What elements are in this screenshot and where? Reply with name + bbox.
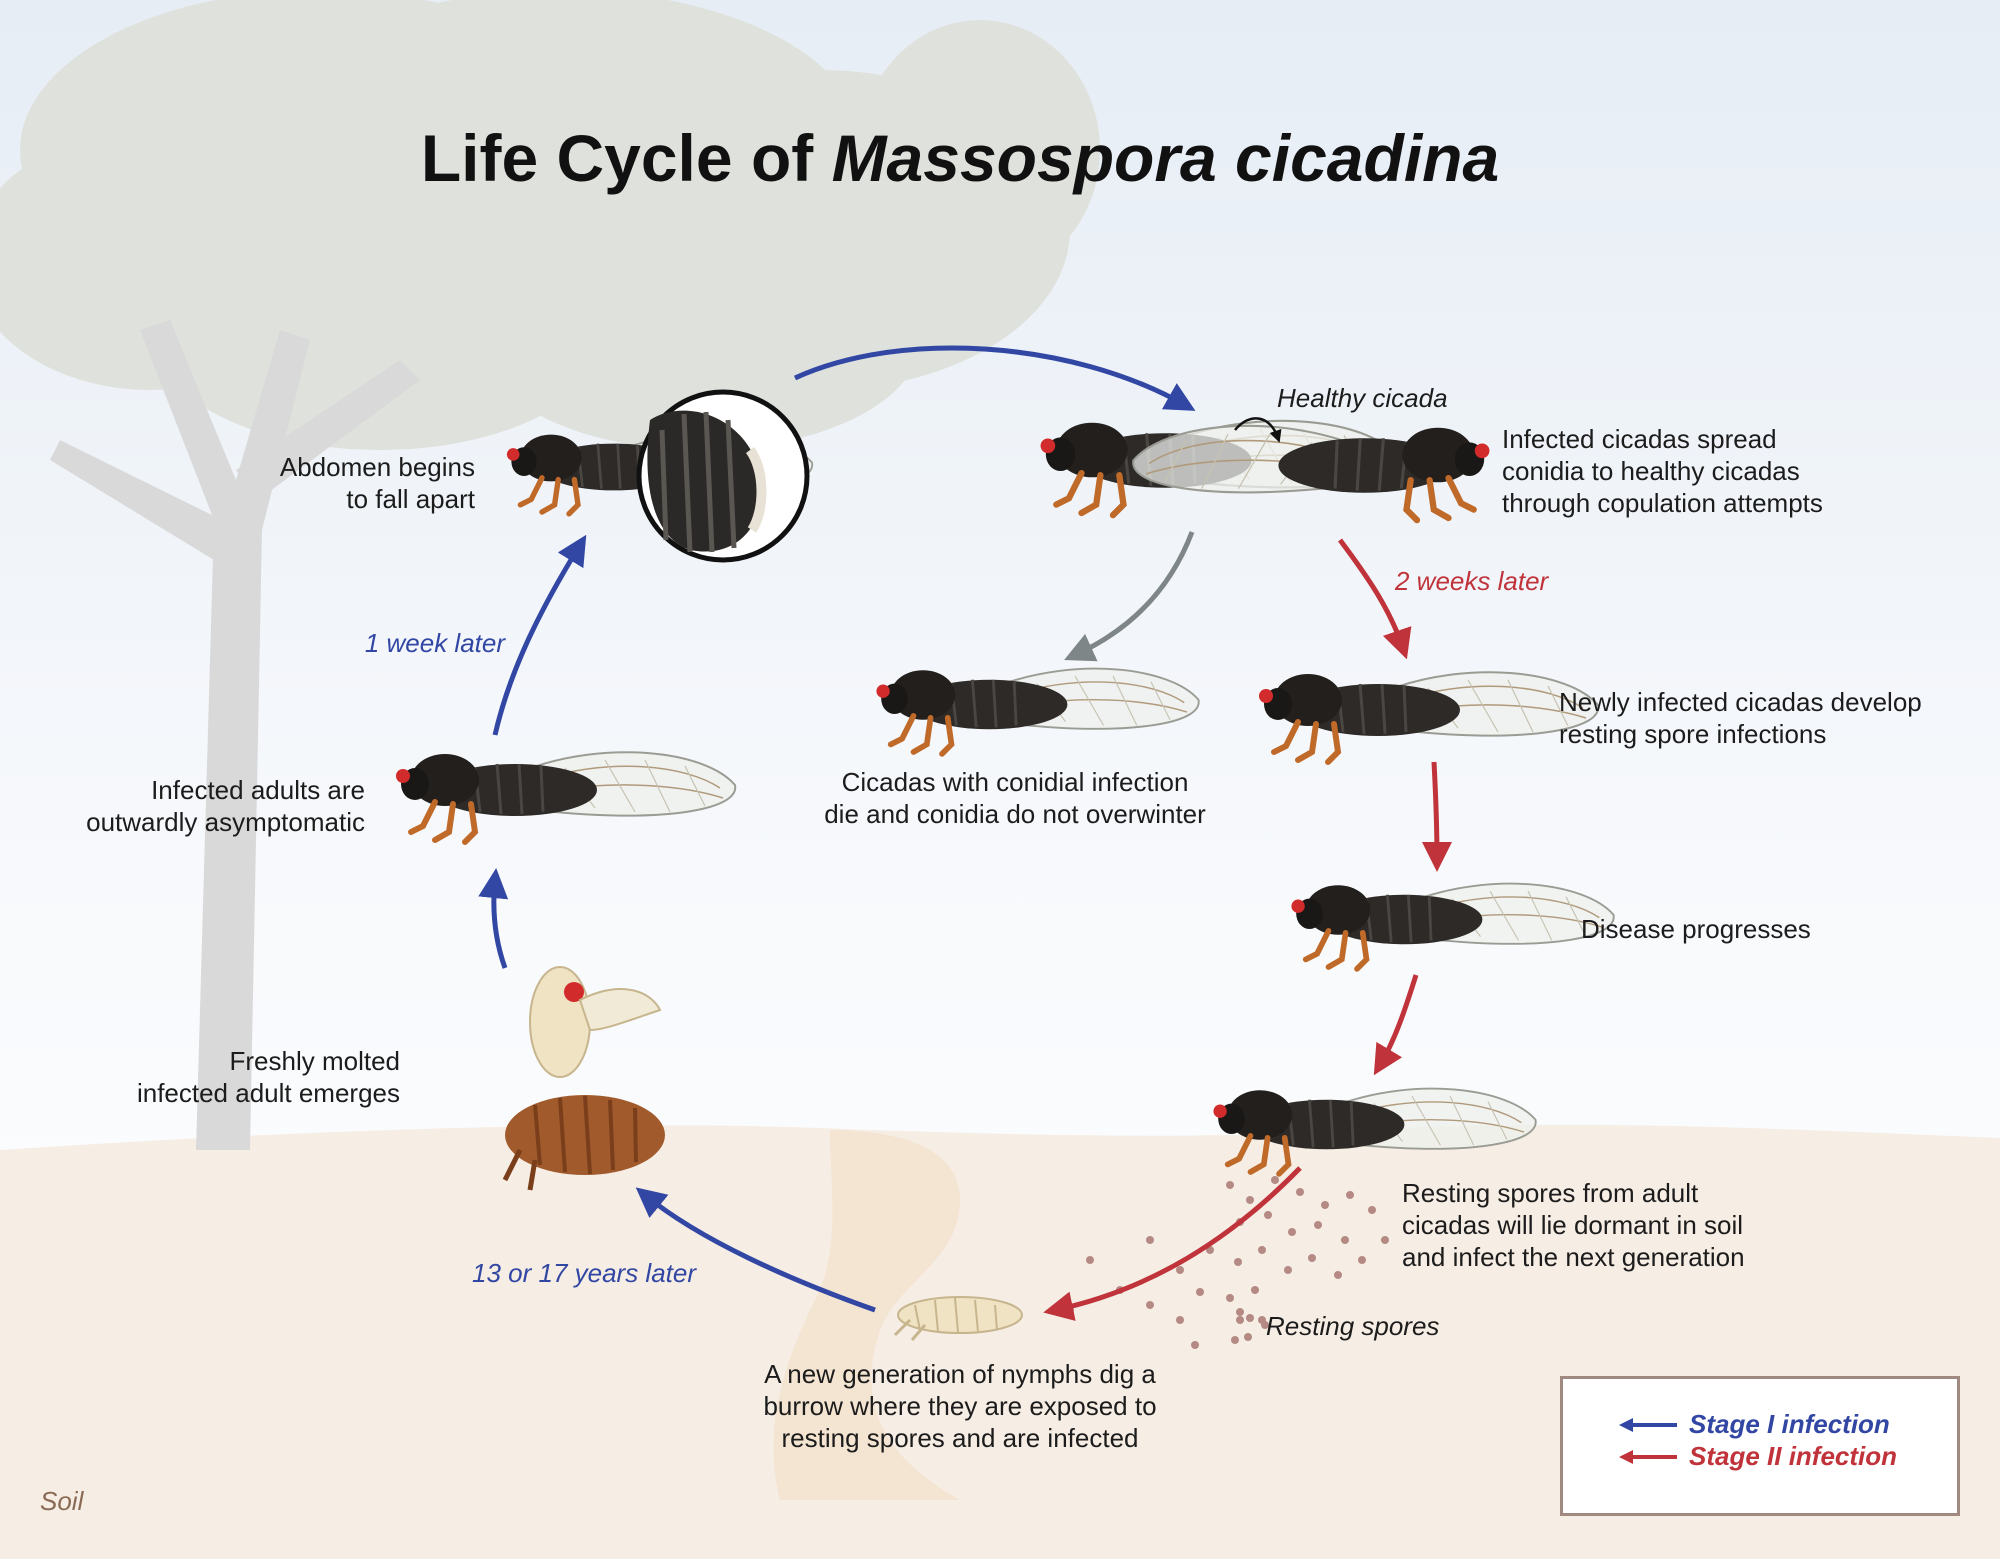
- two-weeks-later-label: 2 weeks later: [1395, 566, 1549, 596]
- blue-arrow-icon: [1619, 1415, 1679, 1435]
- title-species: Massospora cicadina: [831, 121, 1500, 195]
- molted-adult-label: Freshly molted infected adult emerges: [136, 1046, 400, 1108]
- legend: [1560, 1376, 1960, 1516]
- page-title: [360, 118, 1560, 198]
- nymphs-label: A new generation of nymphs dig a burrow where they are exposed to resting spores and are infected: [763, 1359, 1157, 1453]
- years-later-label: 13 or 17 years later: [472, 1258, 697, 1288]
- spread-label: Infected cicadas spread conidia to healthy cicadas through copulation attempts: [1502, 424, 1823, 518]
- resting-spores-adult-label: Resting spores from adult cicadas will lie dormant in soil and infect the next generation: [1402, 1178, 1745, 1272]
- soil-label: Soil: [40, 1486, 84, 1516]
- legend-stage1-label: Stage I infection: [1689, 1409, 1890, 1439]
- title-prefix: Life Cycle of: [420, 121, 832, 195]
- abdomen-label: Abdomen begins to fall apart: [279, 452, 475, 514]
- healthy-cicada-label: Healthy cicada: [1277, 383, 1448, 413]
- legend-stage2: [1619, 1439, 1949, 1473]
- resting-spores-label: Resting spores: [1266, 1311, 1440, 1341]
- one-week-later-label: 1 week later: [364, 628, 505, 658]
- conidial-infection-label: Cicadas with conidial infection die and conidia do not overwinter: [824, 767, 1206, 829]
- asymptomatic-label: Infected adults are outwardly asymptomatic: [86, 775, 365, 837]
- newly-infected-label: Newly infected cicadas develop resting spore infections: [1559, 687, 1922, 749]
- legend-stage1: [1619, 1407, 1949, 1441]
- legend-stage2-label: Stage II infection: [1689, 1441, 1898, 1471]
- red-arrow-icon: [1619, 1447, 1679, 1467]
- disease-progresses-label: Disease progresses: [1581, 914, 1811, 944]
